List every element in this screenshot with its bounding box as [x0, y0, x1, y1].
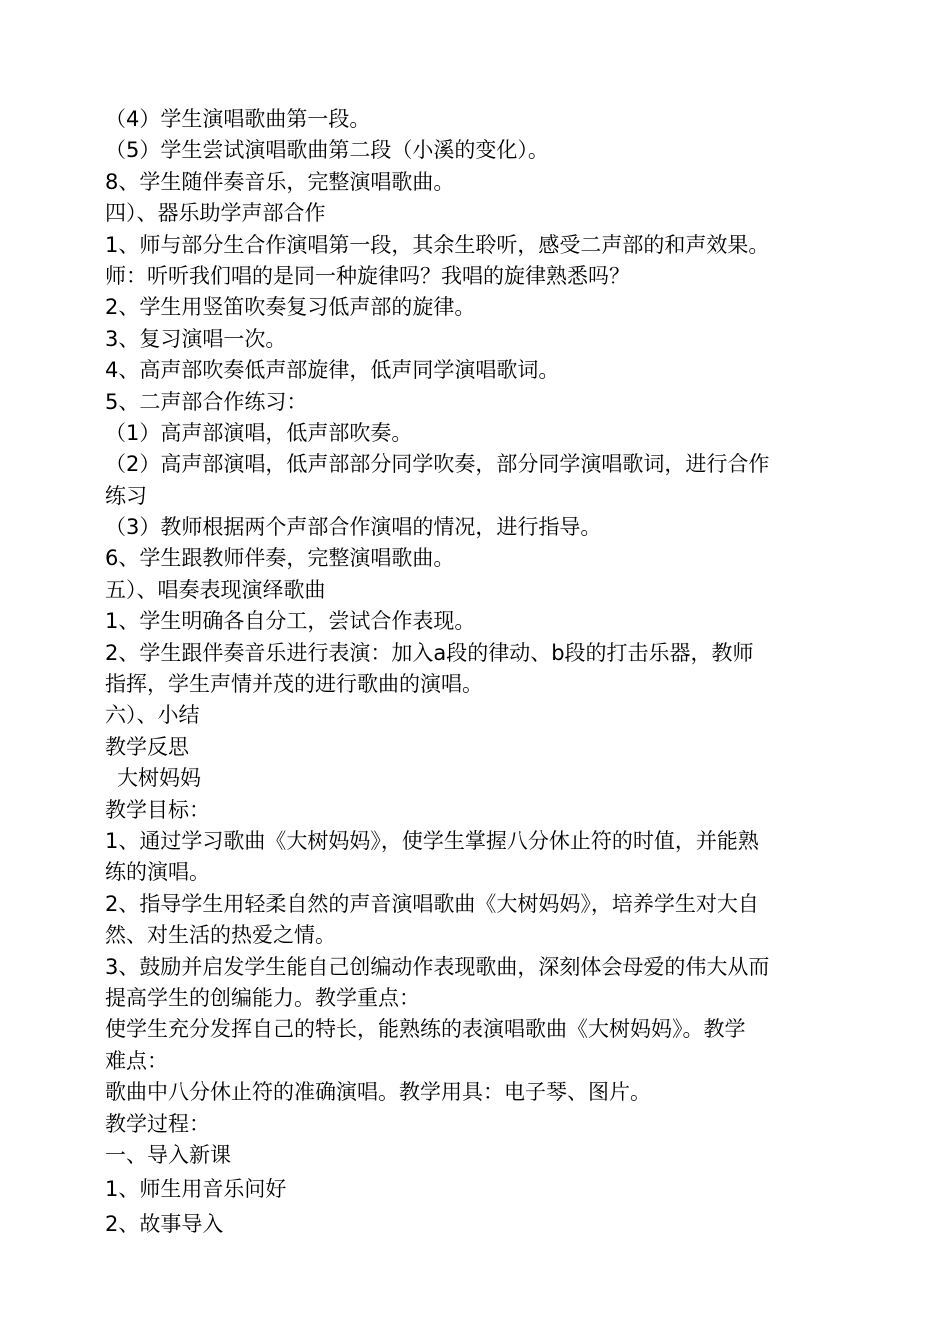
text-line: 3、鼓励并启发学生能自己创编动作表现歌曲，深刻体会母爱的伟大从而 [105, 954, 770, 979]
section-heading: 四）、器乐助学声部合作 [105, 201, 326, 226]
text-line: （5）学生尝试演唱歌曲第二段（小溪的变化）。 [105, 138, 549, 163]
section-heading: 教学过程： [105, 1111, 210, 1136]
text-line: 2、故事导入 [105, 1211, 224, 1236]
section-heading: 教学目标： [105, 797, 210, 822]
text-line: 练的演唱。 [105, 860, 210, 885]
text-line: 5、二声部合作练习： [105, 389, 308, 414]
text-line: 1、师生用音乐问好 [105, 1177, 287, 1202]
section-heading: 一、导入新课 [105, 1142, 231, 1167]
text-line: 提高学生的创编能力。教学重点： [105, 985, 420, 1010]
text-line: 使学生充分发挥自己的特长，能熟练的表演唱歌曲《大树妈妈》。教学 [105, 1017, 746, 1042]
section-heading: 六）、小结 [105, 703, 200, 728]
text-line: 2、学生用竖笛吹奏复习低声部的旋律。 [105, 295, 476, 320]
text-line: （2）高声部演唱，低声部部分同学吹奏，部分同学演唱歌词，进行合作 [105, 452, 770, 477]
text-line: 1、学生明确各自分工，尝试合作表现。 [105, 609, 476, 634]
text-line: 1、通过学习歌曲《大树妈妈》，使学生掌握八分休止符的时值，并能熟 [105, 828, 759, 853]
text-line: 2、指导学生用轻柔自然的声音演唱歌曲《大树妈妈》，培养学生对大自 [105, 891, 759, 916]
lesson-title: 大树妈妈 [117, 766, 201, 791]
text-line: （1）高声部演唱，低声部吹奏。 [105, 420, 413, 445]
text-line: 指挥，学生声情并茂的进行歌曲的演唱。 [105, 672, 483, 697]
text-line: 6、学生跟教师伴奏，完整演唱歌曲。 [105, 546, 455, 571]
text-line: 3、复习演唱一次。 [105, 326, 287, 351]
document-page [105, 104, 850, 1240]
text-line: 2、学生跟伴奏音乐进行表演：加入a段的律动、b段的打击乐器，教师 [105, 640, 754, 665]
text-line: 师：听听我们唱的是同一种旋律吗？我唱的旋律熟悉吗？ [105, 263, 630, 288]
text-line: 1、师与部分生合作演唱第一段，其余生聆听，感受二声部的和声效果。 [105, 232, 770, 257]
text-line: 练习 [105, 483, 147, 508]
text-line: 8、学生随伴奏音乐，完整演唱歌曲。 [105, 169, 455, 194]
text-line: 然、对生活的热爱之情。 [105, 923, 336, 948]
text-line: （4）学生演唱歌曲第一段。 [105, 107, 371, 131]
text-line: 难点： [105, 1048, 168, 1073]
section-heading: 五）、唱奏表现演绎歌曲 [105, 577, 326, 602]
section-heading: 教学反思 [105, 734, 189, 759]
text-line: 歌曲中八分休止符的准确演唱。教学用具：电子琴、图片。 [105, 1080, 651, 1105]
text-line: 4、高声部吹奏低声部旋律，低声同学演唱歌词。 [105, 358, 560, 383]
text-line: （3）教师根据两个声部合作演唱的情况，进行指导。 [105, 515, 602, 540]
